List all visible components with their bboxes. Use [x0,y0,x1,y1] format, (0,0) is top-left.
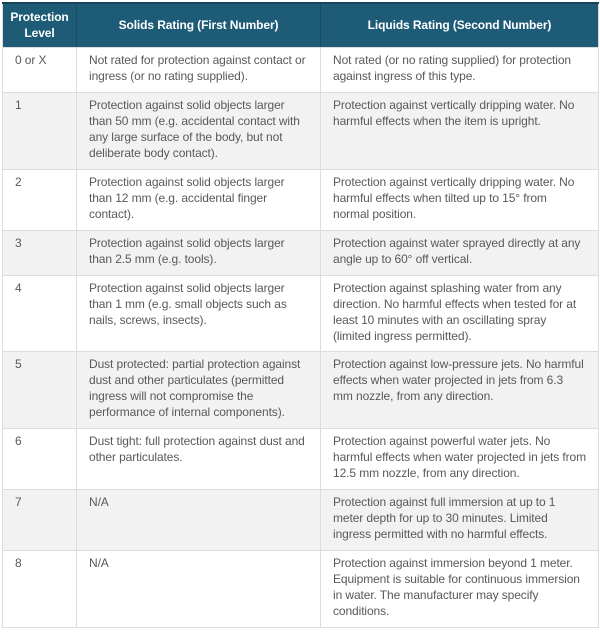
protection-level-cell: 0 or X [3,48,77,93]
liquids-rating-cell: Not rated (or no rating supplied) for protection against ingress of this type. [321,48,599,93]
liquids-rating-cell: Protection against splashing water from any direction. No harmful effects when tested for at least 10 minutes with an oscillating spray (limited ingress permitted). [321,275,599,352]
solids-rating-cell: N/A [77,551,321,628]
protection-level-cell: 7 [3,490,77,551]
liquids-rating-cell: Protection against immersion beyond 1 meter. Equipment is suitable for continuous immersion in water. The manufacturer may specify conditions. [321,551,599,628]
solids-rating-cell: Not rated for protection against contact or ingress (or no rating supplied). [77,48,321,93]
liquids-rating-cell: Protection against powerful water jets. No harmful effects when water projected in jets from 12.5 mm nozzle, from any direction. [321,429,599,490]
table-row [3,429,599,490]
table-row [3,48,599,93]
table-row [3,93,599,170]
table-row [3,230,599,275]
column-header-protection-level: Protection Level [3,3,77,48]
protection-level-cell: 8 [3,551,77,628]
solids-rating-cell: Protection against solid objects larger than 1 mm (e.g. small objects such as nails, screws, insects). [77,275,321,352]
table-row [3,169,599,230]
solids-rating-cell: Protection against solid objects larger than 12 mm (e.g. accidental finger contact). [77,169,321,230]
liquids-rating-cell: Protection against water sprayed directly at any angle up to 60° off vertical. [321,230,599,275]
protection-level-cell: 4 [3,275,77,352]
liquids-rating-cell: Protection against full immersion at up to 1 meter depth for up to 30 minutes. Limited ingress permitted with no harmful effects. [321,490,599,551]
liquids-rating-cell: Protection against low-pressure jets. No harmful effects when water projected in jets from 6.3 mm nozzle, from any direction. [321,352,599,429]
table-row [3,551,599,628]
table-header-row [3,3,599,48]
solids-rating-cell: Protection against solid objects larger than 50 mm (e.g. accidental contact with any large surface of the body, but not deliberate body contact). [77,93,321,170]
solids-rating-cell: N/A [77,490,321,551]
column-header-solids-rating: Solids Rating (First Number) [77,3,321,48]
solids-rating-cell: Protection against solid objects larger than 2.5 mm (e.g. tools). [77,230,321,275]
solids-rating-cell: Dust tight: full protection against dust and other particulates. [77,429,321,490]
protection-level-cell: 2 [3,169,77,230]
table-row [3,490,599,551]
protection-level-cell: 1 [3,93,77,170]
solids-rating-cell: Dust protected: partial protection against dust and other particulates (permitted ingress will not compromise the performance of internal components). [77,352,321,429]
protection-level-cell: 3 [3,230,77,275]
table-row [3,275,599,352]
liquids-rating-cell: Protection against vertically dripping water. No harmful effects when tilted up to 15° from normal position. [321,169,599,230]
protection-level-cell: 5 [3,352,77,429]
table-row [3,352,599,429]
liquids-rating-cell: Protection against vertically dripping water. No harmful effects when the item is upright. [321,93,599,170]
column-header-liquids-rating: Liquids Rating (Second Number) [321,3,599,48]
protection-level-cell: 6 [3,429,77,490]
ip-rating-table [2,2,599,628]
